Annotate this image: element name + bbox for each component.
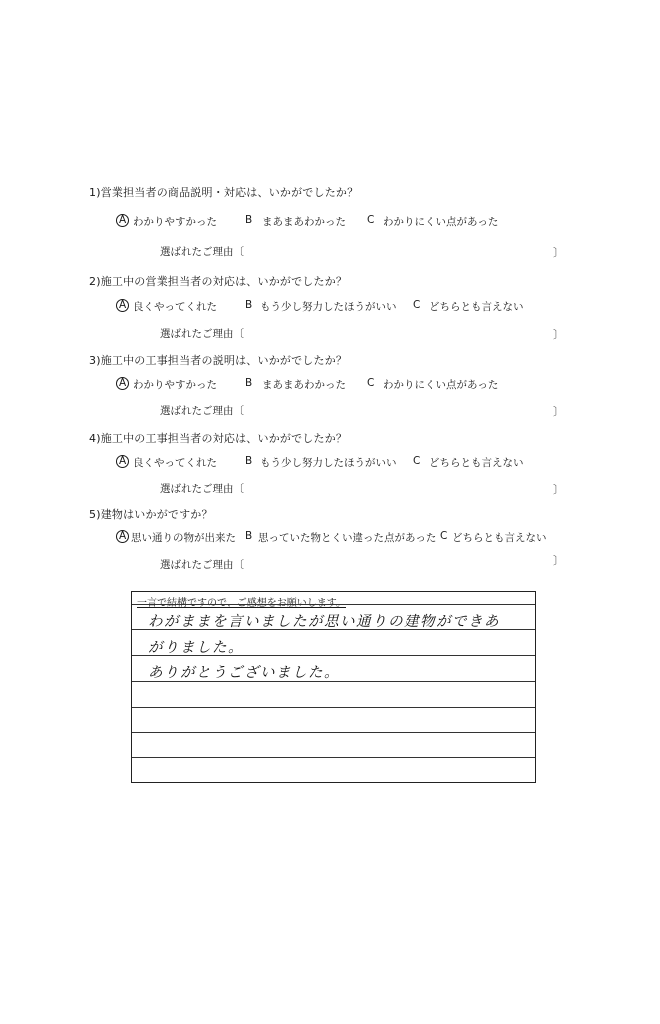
option-b-label: まあまあわかった: [262, 216, 346, 228]
question-3-text: 3)施工中の工事担当者の説明は、いかがでしたか？: [89, 354, 348, 367]
option-b-letter: B: [245, 214, 253, 226]
option-c-label: わかりにくい点があった: [383, 216, 499, 228]
reason-close-bracket: 〕: [553, 405, 564, 418]
reason-close-bracket: 〕: [553, 554, 564, 567]
option-a-label: わかりやすかった: [133, 216, 217, 228]
option-a-label: わかりやすかった: [133, 379, 217, 391]
option-c-label: どちらとも言えない: [429, 457, 524, 469]
reason-label: 選ばれたご理由〔: [160, 246, 244, 258]
option-a-label: 思い通りの物が出来た: [131, 532, 236, 544]
option-a-letter: A: [119, 214, 127, 226]
option-b-label: もう少し努力したほうがいい: [260, 301, 397, 313]
question-5-text: 5)建物はいかがですか？: [89, 508, 213, 521]
reason-label: 選ばれたご理由〔: [160, 405, 244, 417]
option-c-letter: C: [440, 530, 448, 542]
reason-close-bracket: 〕: [553, 246, 564, 259]
option-b-label: まあまあわかった: [262, 379, 346, 391]
option-c-label: どちらとも言えない: [452, 532, 547, 544]
reason-close-bracket: 〕: [553, 483, 564, 496]
option-c-label: わかりにくい点があった: [383, 379, 499, 391]
question-2-text: 2)施工中の営業担当者の対応は、いかがでしたか？: [89, 275, 348, 288]
ruled-line: [132, 707, 535, 708]
comment-box-title: 一言で結構ですので、ご感想をお願いします。: [137, 598, 346, 609]
option-a-letter: A: [119, 299, 127, 311]
question-4-text: 4)施工中の工事担当者の対応は、いかがでしたか？: [89, 432, 348, 445]
reason-label: 選ばれたご理由〔: [160, 328, 244, 340]
handwritten-comment-line-1: わがままを言いましたが思い通りの建物ができあがりました。: [148, 614, 500, 656]
option-b-label: もう少し努力したほうがいい: [260, 457, 397, 469]
option-a-letter: A: [119, 530, 127, 542]
option-b-letter: B: [245, 530, 253, 542]
reason-label: 選ばれたご理由〔: [160, 483, 244, 495]
option-a-label: 良くやってくれた: [133, 301, 217, 313]
ruled-line: [132, 604, 535, 605]
option-b-letter: B: [245, 377, 253, 389]
option-c-letter: C: [413, 455, 421, 467]
reason-close-bracket: 〕: [553, 328, 564, 341]
reason-label: 選ばれたご理由〔: [160, 559, 244, 571]
handwritten-comment-line-2: ありがとうございました。: [148, 665, 340, 681]
ruled-line: [132, 732, 535, 733]
ruled-line: [132, 757, 535, 758]
option-b-label: 思っていた物とくい違った点があった: [258, 532, 437, 544]
option-b-letter: B: [245, 455, 253, 467]
option-c-letter: C: [413, 299, 421, 311]
option-c-letter: C: [367, 377, 375, 389]
question-1-text: 1)営業担当者の商品説明・対応は、いかがでしたか？: [89, 186, 359, 199]
option-a-letter: A: [119, 377, 127, 389]
option-c-letter: C: [367, 214, 375, 226]
option-a-letter: A: [119, 455, 127, 467]
option-a-label: 良くやってくれた: [133, 457, 217, 469]
option-b-letter: B: [245, 299, 253, 311]
option-c-label: どちらとも言えない: [429, 301, 524, 313]
